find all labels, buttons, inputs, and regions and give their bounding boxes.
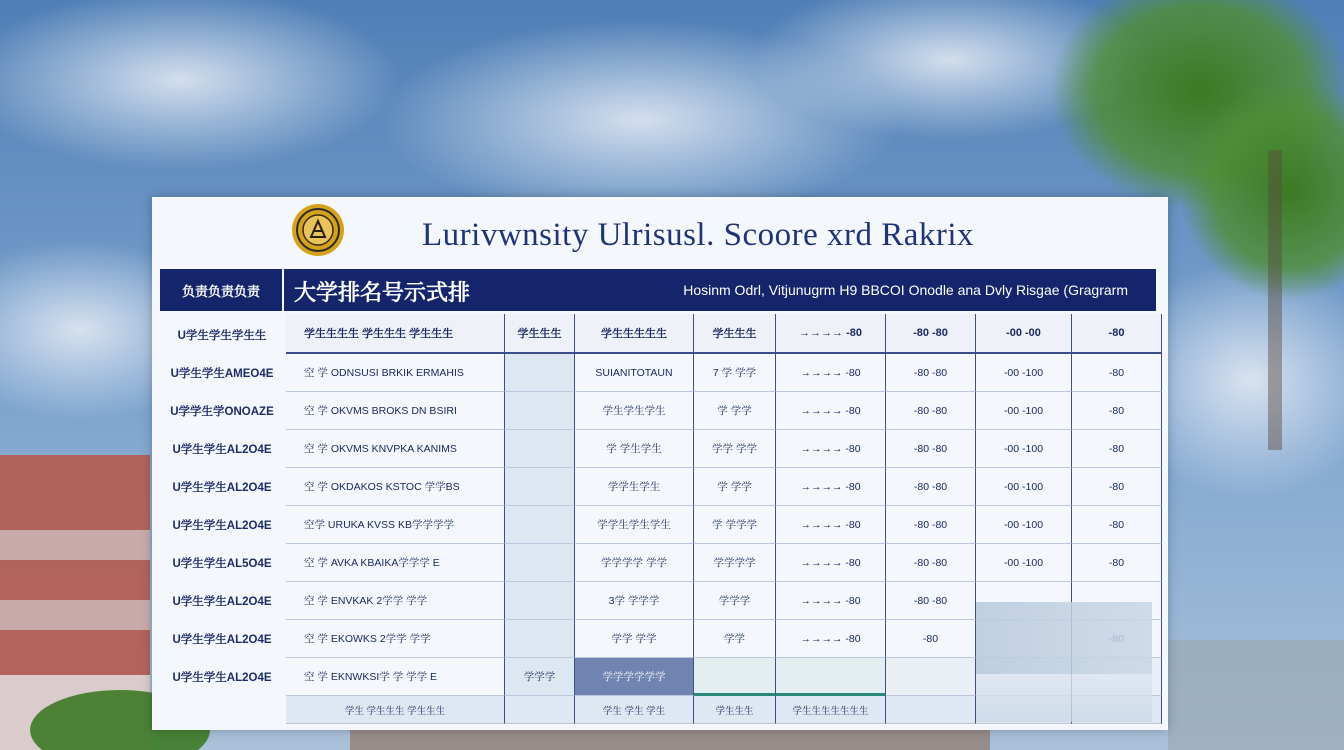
table-cell: 空 学 OKDAKOS KSTOC 学学BS [286, 468, 505, 506]
row-label: U学生学生AL2O4E [172, 444, 272, 456]
table-cell: -80 [1072, 506, 1162, 544]
table-cell: -80 -80 [886, 392, 976, 430]
column-header: -80 [1072, 314, 1162, 354]
table-cell: -80 [1072, 430, 1162, 468]
table-cell: 学学学学 [694, 544, 776, 582]
table-cell: -80 [886, 620, 976, 658]
row-label: U学生学生AL2O4E [172, 520, 272, 532]
table-footer-cell: 学生生生生生生生 [776, 696, 886, 724]
column-header: →→→→ -80 [776, 314, 886, 354]
table-cell: -80 -80 [886, 468, 976, 506]
table-cell: -80 -80 [886, 354, 976, 392]
table-cell [505, 468, 575, 506]
table-cell [886, 658, 976, 696]
table-cell [505, 506, 575, 544]
table-cell [505, 544, 575, 582]
table-cell [694, 658, 776, 696]
column-header: -80 -80 [886, 314, 976, 354]
table-cell: -00 -100 [976, 544, 1072, 582]
column-header: 学生生生 [694, 314, 776, 354]
table-cell: -80 [1072, 468, 1162, 506]
table-cell: -00 -100 [976, 506, 1072, 544]
faded-band-lower [976, 674, 1152, 722]
row-label: U学生学生学生生 [177, 330, 267, 342]
university-seal-logo [291, 203, 345, 257]
table-cell: 学学学学学学 [575, 658, 694, 696]
table-footer-cell [886, 696, 976, 724]
table-cell: 空 学 ENVKAK 2学学 学学 [286, 582, 505, 620]
table-cell: 学学生学生学生 [575, 506, 694, 544]
table-cell: →→→→ -80 [776, 506, 886, 544]
column-header: 学生生生生生 [575, 314, 694, 354]
table-cell: 学 学生学生 [575, 430, 694, 468]
table-cell: 空 学 OKVMS KNVPKA KANIMS [286, 430, 505, 468]
table-cell: -80 -80 [886, 544, 976, 582]
table-footer-cell: 学生 学生 学生 [575, 696, 694, 724]
table-cell: 空学 URUKA KVSS KB学学学学 [286, 506, 505, 544]
table-cell: SUIANITOTAUN [575, 354, 694, 392]
table-cell [776, 658, 886, 696]
row-label: U学生学生AL2O4E [172, 482, 272, 494]
table-cell: -00 -100 [976, 430, 1072, 468]
table-cell: 空 学 EKOWKS 2学学 学学 [286, 620, 505, 658]
table-cell: 学学 [694, 620, 776, 658]
table-cell: 空 学 ODNSUSI BRKIK ERMAHIS [286, 354, 505, 392]
table-cell: -00 -100 [976, 354, 1072, 392]
table-cell: →→→→ -80 [776, 468, 886, 506]
table-cell: -80 -80 [886, 506, 976, 544]
table-cell [505, 430, 575, 468]
row-label: U学学生学ONOAZE [170, 406, 274, 418]
column-header: -00 -00 [976, 314, 1072, 354]
page-title: Lurivwnsity Ulrisusl. Scoore xrd Rakrix [422, 217, 975, 253]
table-cell: 学 学学 [694, 468, 776, 506]
table-cell: 学学 学学 [694, 430, 776, 468]
column-header: 学生生生 [505, 314, 575, 354]
table-cell: 学生学生学生 [575, 392, 694, 430]
table-footer-cell: 学生生生 [694, 696, 776, 724]
table-footer-cell: 学生 学生生生 学生生生 [286, 696, 505, 724]
table-cell [505, 620, 575, 658]
table-cell: -80 [1072, 392, 1162, 430]
table-cell: →→→→ -80 [776, 582, 886, 620]
table-cell: 学学 学学 [575, 620, 694, 658]
table-cell: →→→→ -80 [776, 392, 886, 430]
faded-band [976, 602, 1152, 674]
table-cell [505, 392, 575, 430]
table-cell: →→→→ -80 [776, 354, 886, 392]
table-cell [505, 354, 575, 392]
table-cell: 学学学 [694, 582, 776, 620]
table-cell: 空 学 OKVMS BROKS DN BSIRI [286, 392, 505, 430]
table-cell: -80 -80 [886, 430, 976, 468]
header-band-title: 大学排名号示式排 [294, 280, 471, 305]
row-label: U学生学生AL5O4E [172, 558, 272, 570]
table-cell: 学学学 [505, 658, 575, 696]
table-cell: 3学 学学学 [575, 582, 694, 620]
table-cell: -80 [1072, 544, 1162, 582]
table-footer-cell [505, 696, 575, 724]
table-cell: -00 -100 [976, 468, 1072, 506]
table-cell: -80 -80 [886, 582, 976, 620]
header-band-subtitle: Hosinm Odrl, Vitjunugrm H9 BBCOI Onodle ana Dvly Risgae (Gragrarm [683, 282, 1128, 298]
table-cell: →→→→ -80 [776, 430, 886, 468]
table-cell: 学学学学 学学 [575, 544, 694, 582]
row-label: U学生学生AL2O4E [172, 672, 272, 684]
table-cell: 空 学 EKNWKSI学 学 学学 E [286, 658, 505, 696]
table-cell: 空 学 AVKA KBAIKA学学学 E [286, 544, 505, 582]
column-header: 学生生生生 学生生生 学生生生 [286, 314, 505, 354]
row-label: U学生学生AL2O4E [172, 596, 272, 608]
row-label: U学生学生AMEO4E [170, 368, 274, 380]
row-label: U学生学生AL2O4E [172, 634, 272, 646]
table-cell: →→→→ -80 [776, 620, 886, 658]
table-cell: →→→→ -80 [776, 544, 886, 582]
table-cell: -00 -100 [976, 392, 1072, 430]
table-cell: 学 学学学 [694, 506, 776, 544]
header-band [284, 269, 1156, 311]
header-left-label: 负责负责负责 [160, 269, 282, 311]
table-cell: 学 学学 [694, 392, 776, 430]
table-cell: 7 学 学学 [694, 354, 776, 392]
table-cell: 学学生学生 [575, 468, 694, 506]
ranking-board [152, 197, 1168, 730]
table-cell [505, 582, 575, 620]
table-cell: -80 [1072, 354, 1162, 392]
